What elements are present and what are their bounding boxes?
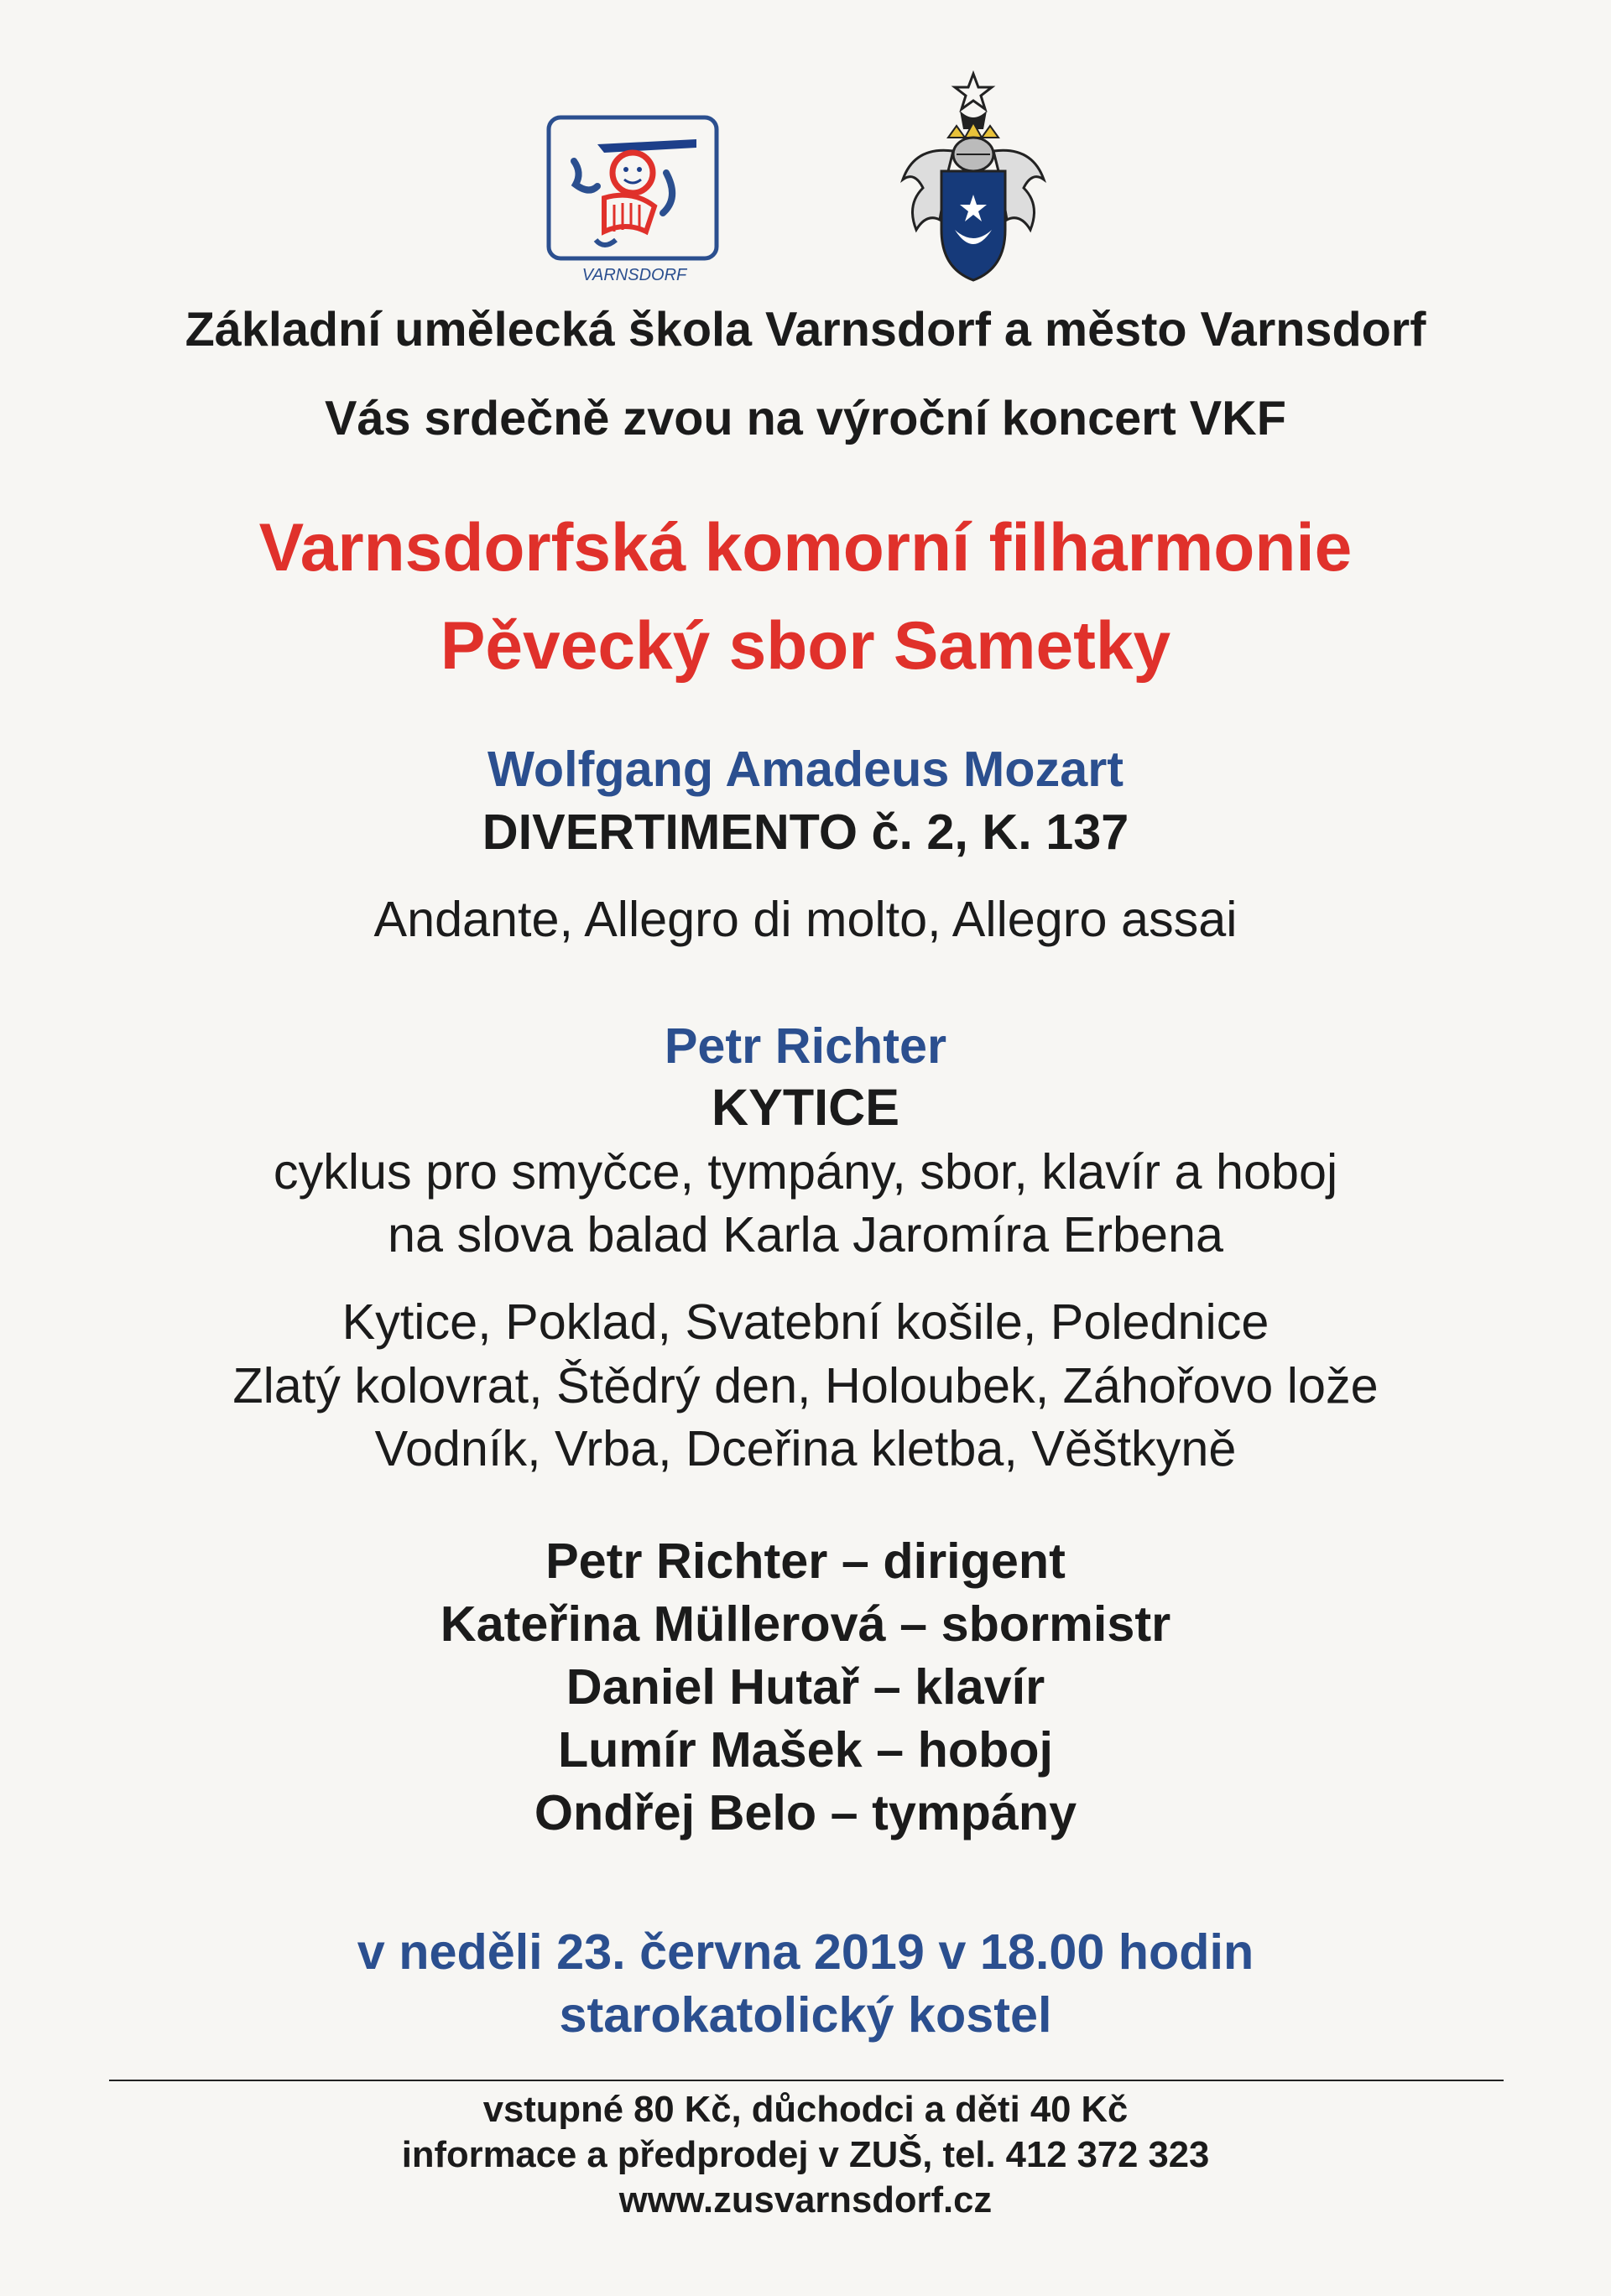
sales-info: informace a předprodej v ZUŠ, tel. 412 372 323 <box>401 2135 1210 2176</box>
invitation-heading: Vás srdečně zvou na výroční koncert VKF <box>325 392 1286 446</box>
work-title: DIVERTIMENTO č. 2, K. 137 <box>482 803 1129 860</box>
work-parts: Kytice, Poklad, Svatební košile, Polednice <box>341 1294 1270 1351</box>
work-subtitle: na slova balad Karla Jaromíra Erbena <box>388 1205 1223 1263</box>
footer-divider <box>109 2080 1504 2081</box>
organizer-heading: Základní umělecká škola Varnsdorf a město Varnsdorf <box>185 302 1426 357</box>
ticket-prices: vstupné 80 Kč, důchodci a děti 40 Kč <box>482 2090 1129 2131</box>
work-movements: Andante, Allegro di molto, Allegro assai <box>373 891 1238 948</box>
event-venue: starokatolický kostel <box>559 1986 1052 2043</box>
choir-title: Pěvecký sbor Sametky <box>440 607 1171 684</box>
event-datetime: v neděli 23. června 2019 v 18.00 hodin <box>357 1924 1254 1981</box>
school-logo-text: VARNSDORF <box>581 266 687 284</box>
work-subtitle: cyklus pro smyčce, tympány, sbor, klavír a hoboj <box>273 1143 1338 1200</box>
composer-name: Wolfgang Amadeus Mozart <box>487 740 1124 797</box>
cast-item: Ondřej Belo – tympány <box>534 1784 1077 1841</box>
work-parts: Zlatý kolovrat, Štědrý den, Holoubek, Záhořovo lože <box>232 1356 1379 1414</box>
cast-item: Kateřina Müllerová – sbormistr <box>440 1596 1171 1653</box>
cast-item: Petr Richter – dirigent <box>545 1532 1066 1589</box>
website-link[interactable]: www.zusvarnsdorf.cz <box>618 2180 993 2221</box>
work-title: KYTICE <box>712 1078 899 1136</box>
zus-varnsdorf-logo <box>545 114 723 289</box>
composer-name: Petr Richter <box>664 1017 947 1074</box>
cast-item: Lumír Mašek – hoboj <box>557 1721 1054 1778</box>
orchestra-title: Varnsdorfská komorní filharmonie <box>258 509 1353 586</box>
cast-item: Daniel Hutař – klavír <box>566 1658 1045 1715</box>
varnsdorf-coat-of-arms <box>889 70 1057 287</box>
work-parts: Vodník, Vrba, Dceřina kletba, Věštkyně <box>374 1419 1237 1476</box>
